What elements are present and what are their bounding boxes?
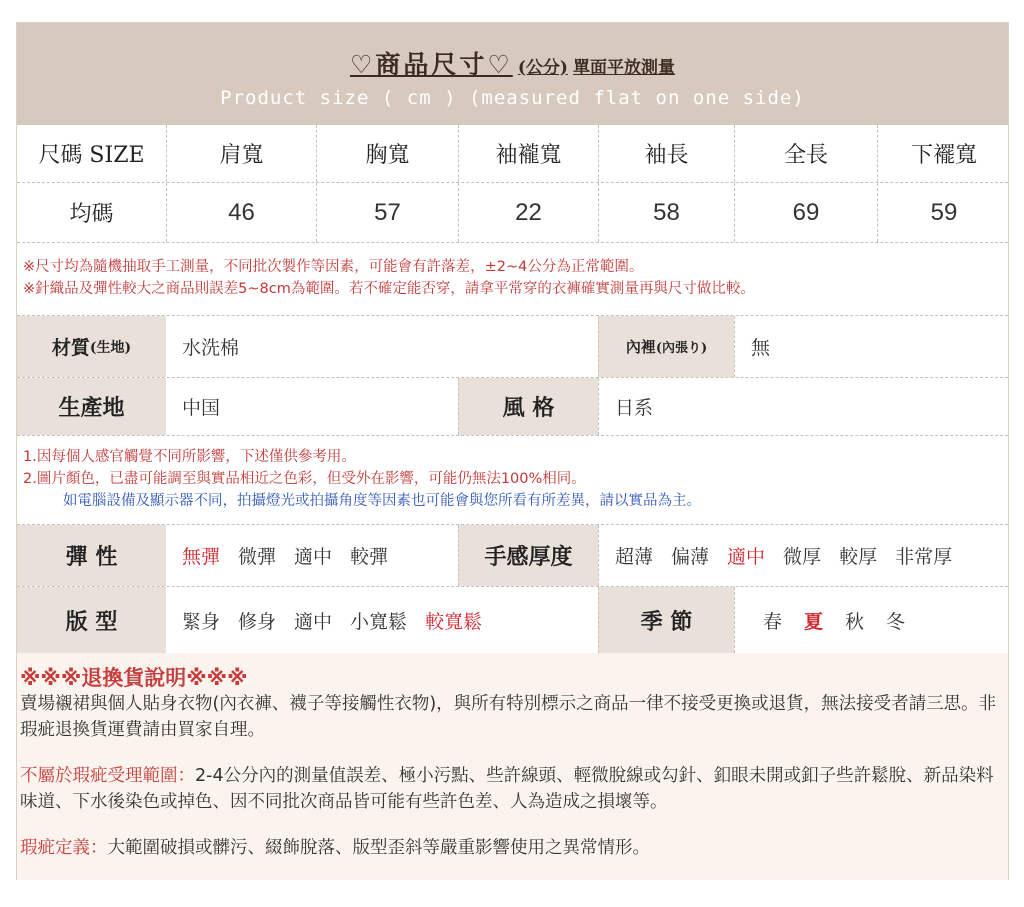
size-col-header: 全長 [734, 125, 877, 182]
thickness-option: 非常厚 [895, 546, 953, 568]
style-label: 風 格 [458, 378, 598, 435]
size-note: ※針織品及彈性較大之商品則誤差5~8cm為範圍。若不確定能否穿，請拿平常穿的衣褲確實測量再與尺寸做比較。 [23, 281, 755, 297]
title-main: ♡商品尺寸♡ [349, 50, 513, 79]
size-cell: 58 [598, 183, 734, 242]
title-unit: (公分) [517, 58, 568, 78]
return-policy [17, 653, 1008, 880]
fit-option: 修身 [238, 610, 277, 633]
style-value: 日系 [598, 378, 1010, 435]
lining-value: 無 [734, 316, 1010, 377]
season-option: 春 [763, 610, 783, 633]
size-header [17, 23, 1008, 125]
elasticity-row [17, 525, 1008, 587]
policy-label: 瑕疵定義： [20, 838, 108, 858]
size-cell: 57 [316, 183, 458, 242]
photo-notes [17, 436, 1008, 525]
policy-para: 瑕疵定義：大範圍破損或髒污、綴飾脫落、版型歪斜等嚴重影響使用之異常情形。 [20, 838, 650, 858]
thickness-option: 適中 [727, 546, 766, 568]
fit-option: 適中 [294, 610, 333, 633]
elasticity-option: 無彈 [182, 546, 221, 568]
fit-row [17, 587, 1008, 653]
thickness-options [598, 525, 1010, 586]
size-table-header [17, 125, 1008, 183]
size-notes [17, 243, 1008, 316]
season-options [734, 587, 1010, 653]
photo-note: 如電腦設備及顯示器不同，拍攝燈光或拍攝角度等因素也可能會與您所看有所差異，請以實品為主。 [63, 493, 701, 509]
thickness-option: 微厚 [783, 546, 822, 568]
size-col-header: 下襬寬 [877, 125, 1010, 182]
elasticity-option: 適中 [294, 546, 333, 568]
title-method: 單面平放測量 [573, 58, 676, 78]
size-note: ※尺寸均為隨機抽取手工測量，不同批次製作等因素，可能會有許落差，±2~4公分為正常範圍。 [23, 259, 644, 275]
lining-label: 內裡 (內張り) [598, 316, 734, 377]
season-option: 秋 [845, 610, 865, 633]
fit-option: 小寬鬆 [350, 610, 408, 633]
size-cell: 均碼 [69, 202, 114, 227]
photo-note: 2.圖片顏色，已盡可能調至與實品相近之色彩，但受外在影響，可能仍無法100%相同。 [23, 471, 586, 487]
size-col-header: 胸寬 [316, 125, 458, 182]
policy-label: 不屬於瑕疵受理範圍： [20, 766, 195, 786]
fit-label: 版 型 [17, 587, 166, 653]
fit-options [166, 587, 598, 653]
fit-option: 較寬鬆 [425, 610, 483, 633]
thickness-option: 偏薄 [671, 546, 710, 568]
fit-option: 緊身 [182, 610, 221, 633]
size-cell: 46 [166, 183, 316, 242]
elasticity-options [166, 525, 458, 586]
elasticity-option: 微彈 [238, 546, 277, 568]
size-col-header: 肩寬 [166, 125, 316, 182]
season-label: 季 節 [598, 587, 734, 653]
policy-para: 賣場襯裙與個人貼身衣物(內衣褲、襪子等接觸性衣物)，與所有特別標示之商品一律不接受更換或退貨，無法接受者請三思。非瑕疵退換貨運費請由買家自理。 [20, 694, 997, 740]
origin-value: 中国 [182, 397, 221, 419]
thickness-option: 超薄 [615, 546, 654, 568]
size-cell: 22 [458, 183, 598, 242]
thickness-option: 較厚 [839, 546, 878, 568]
size-table-row [17, 183, 1008, 243]
origin-label: 生產地 [17, 378, 166, 435]
product-size-sheet [16, 22, 1009, 880]
size-col-header: 袖襱寬 [458, 125, 598, 182]
size-col-header: 袖長 [598, 125, 734, 182]
elasticity-option: 較彈 [350, 546, 389, 568]
policy-title: ※※※退換貨說明※※※ [20, 666, 248, 690]
size-title [17, 45, 1008, 81]
size-cell: 59 [877, 183, 1010, 242]
policy-para: 不屬於瑕疵受理範圍：2-4公分內的測量值誤差、極小污點、些許線頭、輕微脫線或勾針、釦眼未開或釦子些許鬆脫、新品染料味道、下水後染色或掉色、因不同批次商品皆可能有些許色差、人為造成之損壞等。 [20, 766, 994, 812]
size-col-header: 尺碼 SIZE [38, 143, 145, 168]
photo-note: 1.因每個人感官觸覺不同所影響，下述僅供參考用。 [23, 449, 356, 465]
thickness-label: 手感厚度 [458, 525, 598, 586]
size-cell: 69 [734, 183, 877, 242]
size-subtitle: Product size ( cm ) (measured flat on one side) [220, 87, 805, 109]
season-option: 冬 [886, 610, 906, 633]
material-label: 材質 (生地) [17, 316, 166, 377]
material-value: 水洗棉 [182, 337, 240, 359]
season-option: 夏 [804, 610, 824, 633]
elasticity-label: 彈 性 [17, 525, 166, 586]
origin-row [17, 378, 1008, 436]
material-row [17, 316, 1008, 378]
